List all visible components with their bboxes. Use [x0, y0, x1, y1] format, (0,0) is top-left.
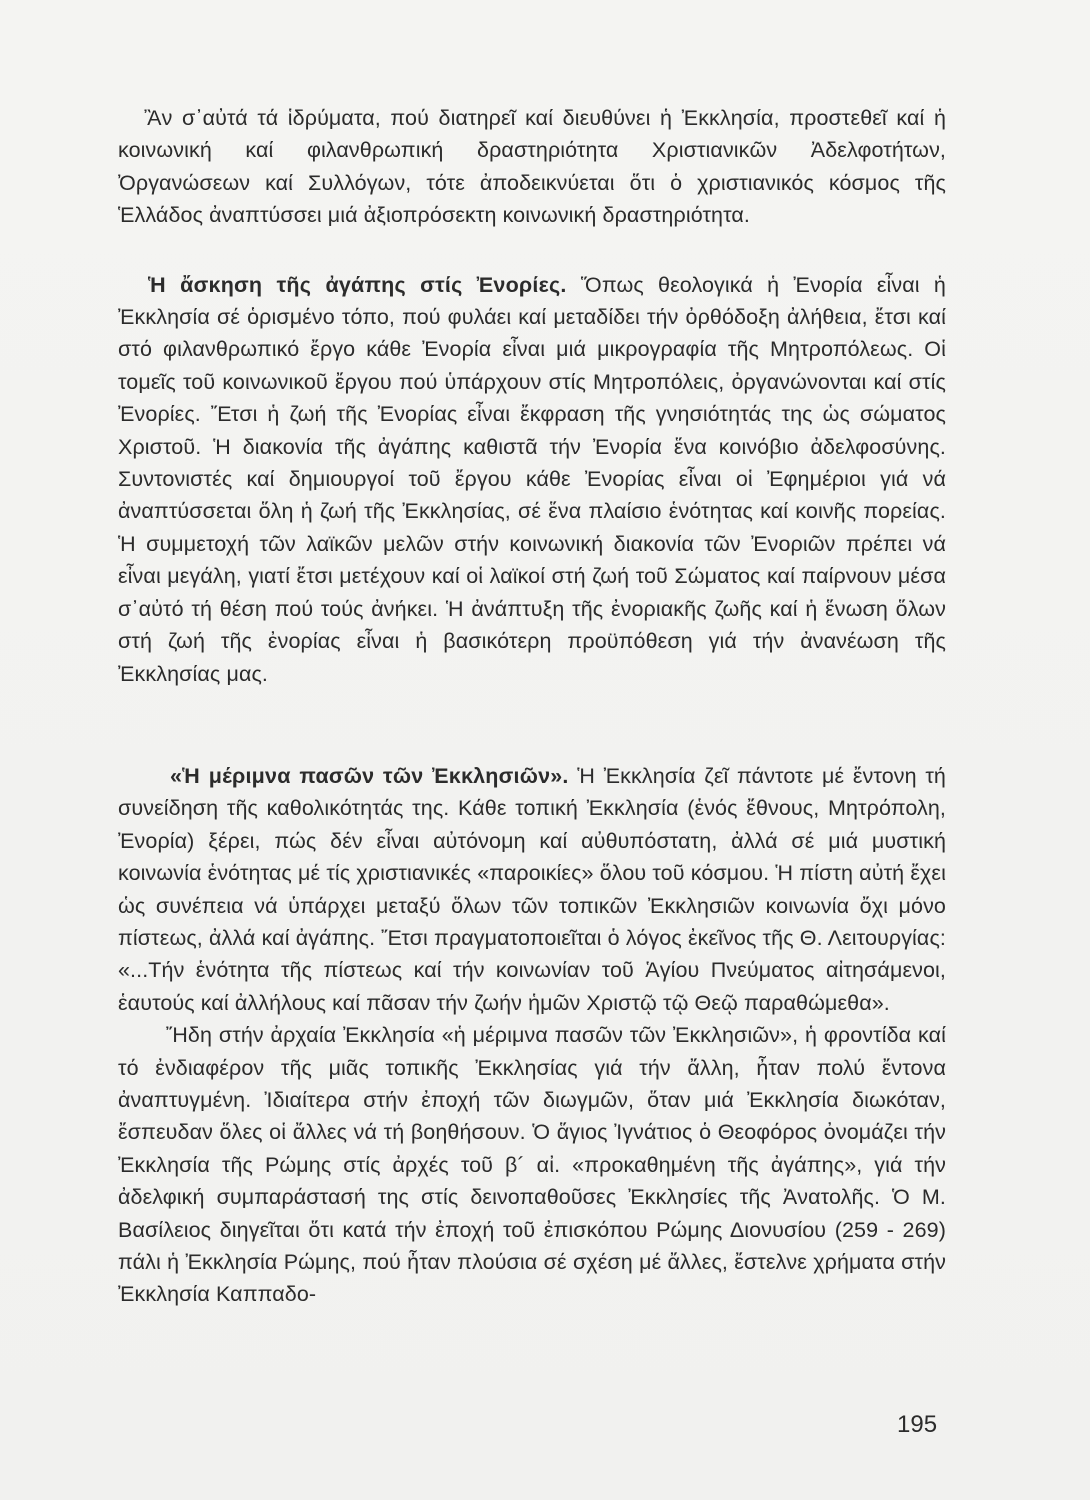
paragraph-text: Ἤδη στήν ἀρχαία Ἐκκλησία «ἡ μέριμνα πασῶν τῶν Ἐκκλησιῶν», ἡ φροντίδα καί τό ἐνδιαφέρον τῆς μιᾶς τοπικῆς Ἐκκλησίας γιά τήν ἄλλη, ἦταν πολύ ἔντονα ἀναπτυγμένη. Ἰδιαίτερα στήν ἐποχή τῶν διωγμῶν, ὅταν μιά Ἐκκλησία διωκόταν, ἔσπευδαν ὅλες οἱ ἄλλες νά τή βοηθήσουν. Ὁ ἅγιος Ἰγνάτιος ὁ Θεοφόρος ὀνομάζει τήν Ἐκκλησία τῆς Ρώμης στίς ἀρχές τοῦ β´ αἰ. «προκαθημένη τῆς ἀγάπης», γιά τήν ἀδελφική συμπαράστασή της στίς δεινοπαθοῦσες Ἐκκλησίες τῆς Ἀνατολῆς. Ὁ Μ. Βασίλειος διηγεῖται ὅτι κατά τήν ἐποχή τοῦ ἐπισκόπου Ρώμης Διονυσίου (259 - 269) πάλι ἡ Ἐκκλησία Ρώμης, πού ἦταν πλούσια σέ σχέση μέ ἄλλες, ἔστελνε χρήματα στήν Ἐκκλησία Καππαδο- [118, 1023, 946, 1307]
paragraph-parish-love [118, 269, 946, 690]
paragraph-text: Ὅπως θεολογικά ἡ Ἐνορία εἶναι ἡ Ἐκκλησία σέ ὁρισμένο τόπο, πού φυλάει καί μεταδίδει τήν ὀρθόδοξη ἀλήθεια, ἔτσι καί στό φιλανθρωπικό ἔργο κάθε Ἐνορία εἶναι μιά μικρογραφία τῆς Μητροπόλεως. Οἱ τομεῖς τοῦ κοινωνικοῦ ἔργου πού ὑπάρχουν στίς Μητροπόλεις, ὀργανώνονται καί στίς Ἐνορίες. Ἔτσι ἡ ζωή τῆς Ἐνορίας εἶναι ἔκφραση τῆς γνησιότητάς της ὡς σώματος Χριστοῦ. Ἡ διακονία τῆς ἀγάπης καθιστᾶ τήν Ἐνορία ἕνα κοινόβιο ἀδελφοσύνης. Συντονιστές καί δημιουργοί τοῦ ἔργου κάθε Ἐνορίας εἶναι οἱ Ἐφημέριοι γιά νά ἀναπτύσσεται ὅλη ἡ ζωή τῆς Ἐκκλησίας, σέ ἕνα πλαίσιο ἑνότητας καί κοινῆς πορείας. Ἡ συμμετοχή τῶν λαϊκῶν μελῶν στήν κοινωνική διακονία τῶν Ἐνοριῶν πρέπει νά εἶναι μεγάλη, γιατί ἔτσι μετέχουν καί οἱ λαϊκοί στή ζωή τοῦ Σώματος καί παίρνουν μέσα σ᾿αὐτό τή θέση πού τούς ἀνήκει. Ἡ ἀνάπτυξη τῆς ἐνοριακῆς ζωῆς καί ἡ ἕνωση ὅλων στή ζωή τῆς ἐνορίας εἶναι ἡ βασικότερη προϋπόθεση γιά τήν ἀνανέωση τῆς Ἐκκλησίας μας. [118, 272, 946, 686]
paragraph-care-of-churches [118, 760, 946, 1019]
paragraph-intro [118, 102, 946, 232]
body-text [118, 102, 946, 1311]
paragraph-text: Ἂν σ᾿αὐτά τά ἱδρύματα, πού διατηρεῖ καί διευθύνει ἡ Ἐκκλησία, προστεθεῖ καί ἡ κοινωνική καί φιλανθρωπική δραστηριότητα Χριστιανικῶν Ἀδελφοτήτων, Ὀργανώσεων καί Συλλόγων, τότε ἀποδεικνύεται ὅτι ὁ χριστιανικός κόσμος τῆς Ἑλλάδος ἀναπτύσσει μιά ἀξιοπρόσεκτη κοινωνική δραστηριότητα. [118, 106, 946, 228]
section-heading: «Ἡ μέριμνα πασῶν τῶν Ἐκκλησιῶν». [170, 763, 569, 788]
paragraph-text: Ἡ Ἐκκλησία ζεῖ πάντοτε μέ ἔντονη τή συνείδηση τῆς καθολικότητάς της. Κάθε τοπική Ἐκκλησία (ἑνός ἔθνους, Μητρόπολη, Ἐνορία) ξέρει, πώς δέν εἶναι αὐτόνομη καί αὐθυπόστατη, ἀλλά σέ μιά μυστική κοινωνία ἑνότητας μέ τίς χριστιανικές «παροικίες» ὅλου τοῦ κόσμου. Ἡ πίστη αὐτή ἔχει ὡς συνέπεια νά ὑπάρχει μεταξύ ὅλων τῶν τοπικῶν Ἐκκλησιῶν κοινωνία ὄχι μόνο πίστεως, ἀλλά καί ἀγάπης. Ἔτσι πραγματοποιεῖται ὁ λόγος ἐκεῖνος τῆς Θ. Λειτουργίας: «...Τήν ἑνότητα τῆς πίστεως καί τήν κοινωνίαν τοῦ Ἁγίου Πνεύματος αἰτησάμενοι, ἑαυτούς καί ἀλλήλους καί πᾶσαν τήν ζωήν ἡμῶν Χριστῷ τῷ Θεῷ παραθώμεθα». [118, 763, 946, 1015]
paragraph-ancient-church [118, 1019, 946, 1311]
page-number: 195 [897, 1411, 938, 1438]
section-heading: Ἡ ἄσκηση τῆς ἀγάπης στίς Ἐνορίες. [148, 272, 567, 297]
